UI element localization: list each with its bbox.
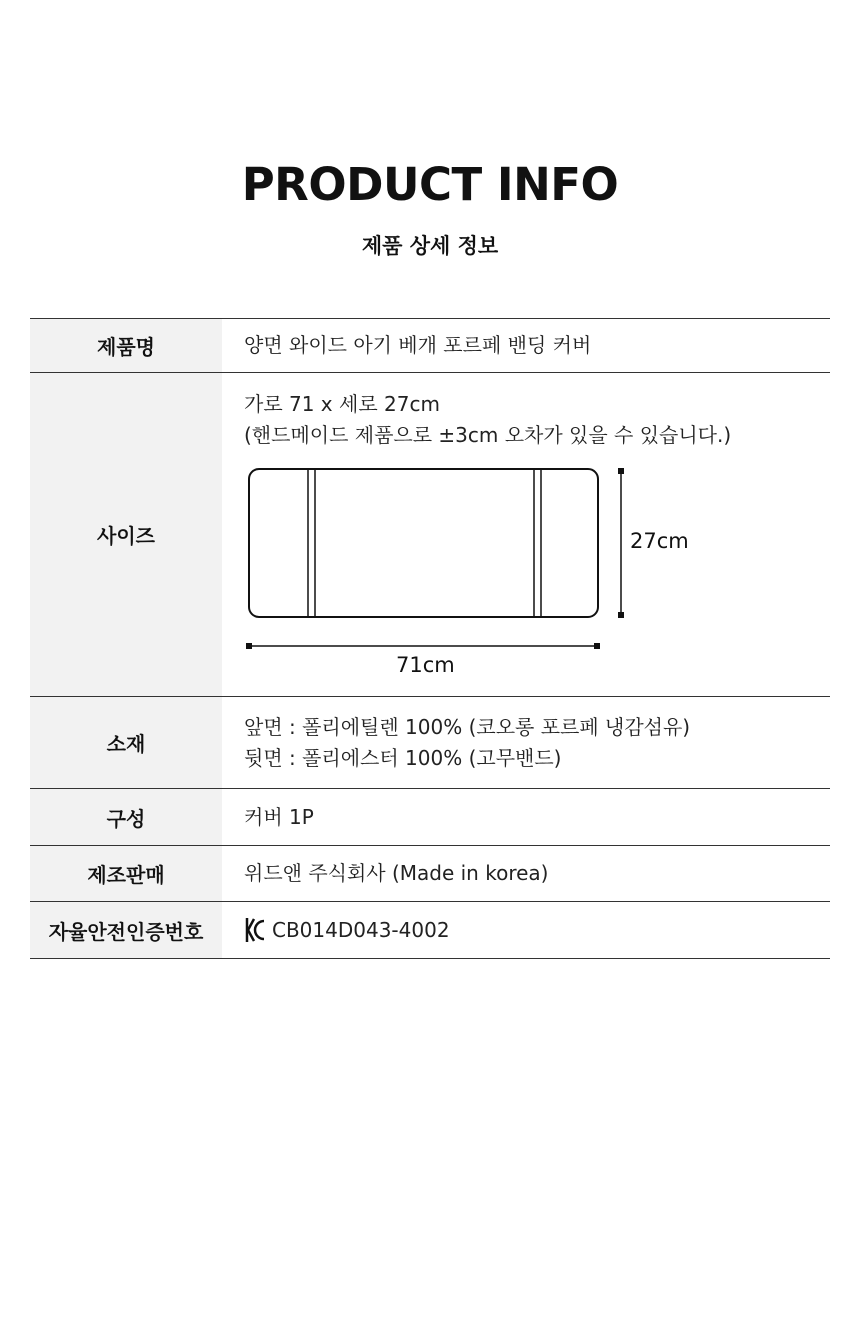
material-back-text: 뒷면 : 폴리에스터 100% (고무밴드) [244,745,562,770]
pillow-cover-drawing [244,467,804,697]
width-marker-left [246,643,252,649]
value-certification [222,902,830,958]
size-tolerance-note: (핸드메이드 제품으로 ±3cm 오차가 있을 수 있습니다.) [244,423,732,447]
height-marker-bottom [618,612,624,618]
manufacturer-text: 위드앤 주식회사 (Made in korea) [244,861,549,885]
row-certification [30,902,830,959]
page-title: PRODUCT INFO [241,158,619,211]
row-product-name [30,319,830,373]
width-marker-right [594,643,600,649]
label-composition: 구성 [30,789,222,845]
value-manufacturer [222,846,830,901]
size-dimensions-text: 가로 71 x 세로 27cm [244,392,440,416]
product-name-text: 양면 와이드 아기 베개 포르페 밴딩 커버 [244,333,592,357]
label-size: 사이즈 [30,373,222,696]
height-marker-top [618,468,624,474]
material-front-text: 앞면 : 폴리에틸렌 100% (코오롱 포르페 냉감섬유) [244,714,691,739]
width-dimension-label: 71cm [396,653,455,677]
certification-number: CB014D043-4002 [272,917,450,942]
row-material [30,697,830,789]
product-info-table [30,318,830,959]
page-subtitle: 제품 상세 정보 [361,234,499,258]
label-material: 소재 [30,697,222,788]
row-composition [30,789,830,846]
value-product-name [222,319,830,372]
value-material [222,697,830,788]
height-dimension-label: 27cm [630,529,689,553]
row-manufacturer [30,846,830,902]
label-manufacturer: 제조판매 [30,846,222,901]
row-size [30,373,830,697]
composition-text: 커버 1P [244,804,314,829]
value-size [222,373,830,696]
kc-mark-icon [244,916,266,944]
size-diagram [244,467,804,696]
label-certification: 자율안전인증번호 [30,902,222,958]
label-product-name: 제품명 [30,319,222,372]
pillow-outline [249,469,598,617]
value-composition [222,789,830,845]
